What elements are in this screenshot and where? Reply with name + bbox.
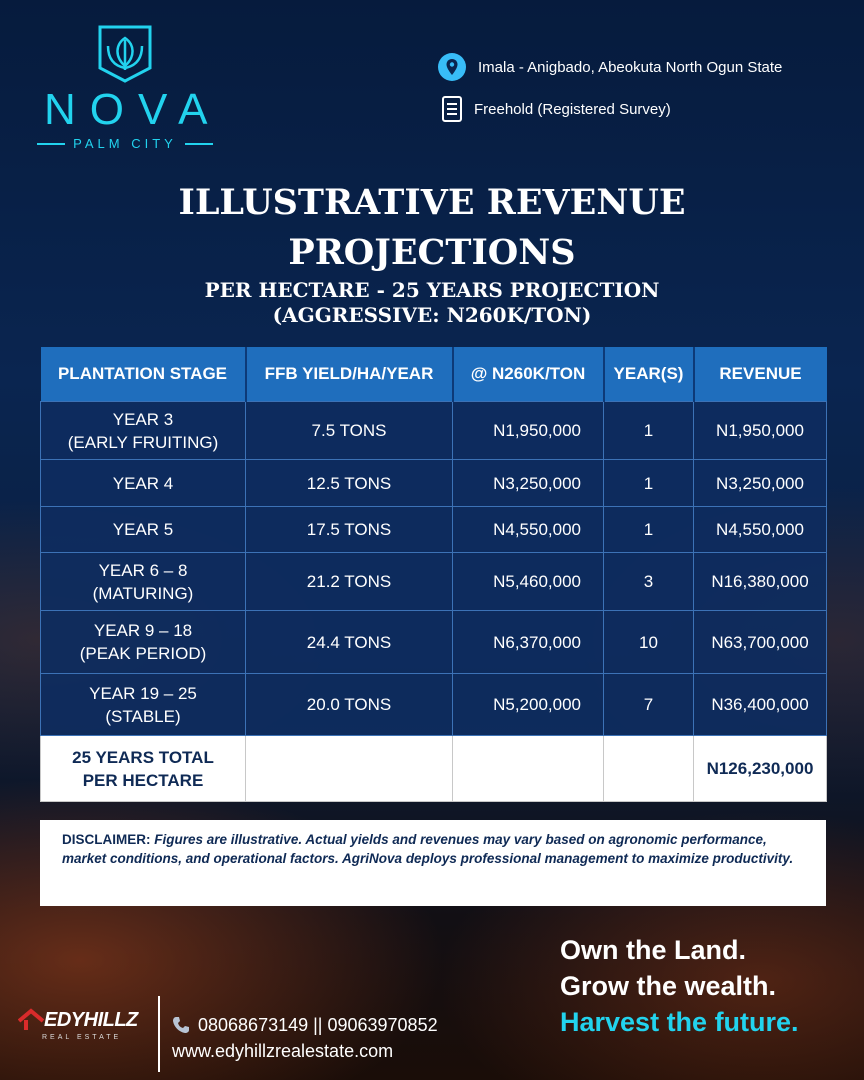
table-row — [41, 402, 827, 460]
yield-cell: 17.5 TONS — [246, 507, 453, 553]
price-cell: N1,950,000 — [453, 402, 604, 460]
revenue-table — [40, 347, 827, 802]
contact-info — [172, 1012, 438, 1064]
property-info — [438, 52, 782, 136]
column-header: @ N260K/TON — [453, 347, 604, 402]
price-cell: N3,250,000 — [453, 460, 604, 507]
phone-icon — [172, 1016, 190, 1034]
house-roof-logo-icon — [18, 1008, 44, 1032]
revenue-cell: N36,400,000 — [694, 674, 827, 736]
footer-divider — [158, 996, 160, 1072]
price-cell: N6,370,000 — [453, 611, 604, 674]
palm-leaf-logo-icon — [97, 24, 153, 84]
column-header: FFB YIELD/HA/YEAR — [246, 347, 453, 402]
years-cell: 10 — [604, 611, 694, 674]
yield-cell: 7.5 TONS — [246, 402, 453, 460]
tagline — [560, 932, 799, 1040]
revenue-cell: N4,550,000 — [694, 507, 827, 553]
location-text: Imala - Anigbado, Abeokuta North Ogun State — [478, 58, 783, 76]
years-cell: 1 — [604, 460, 694, 507]
page-subtitle: PER HECTARE - 25 YEARS PROJECTION (AGGRESSIVE: N260K/TON) — [204, 278, 660, 327]
divider — [185, 143, 213, 145]
table-row — [41, 460, 827, 507]
yield-cell: 24.4 TONS — [246, 611, 453, 674]
column-header: PLANTATION STAGE — [41, 347, 246, 402]
years-cell: 7 — [604, 674, 694, 736]
yield-cell: 12.5 TONS — [246, 460, 453, 507]
company-logo — [18, 1008, 138, 1041]
stage-cell: YEAR 4 — [41, 460, 246, 507]
years-cell: 1 — [604, 507, 694, 553]
disclaimer-box — [40, 820, 826, 906]
total-revenue-cell: N126,230,000 — [694, 736, 827, 802]
page-title: ILLUSTRATIVE REVENUE PROJECTIONS — [178, 182, 686, 273]
document-icon — [442, 96, 462, 122]
revenue-cell: N1,950,000 — [694, 402, 827, 460]
empty-cell — [453, 736, 604, 802]
table-row — [41, 674, 827, 736]
column-header: REVENUE — [694, 347, 827, 402]
disclaimer-text: Figures are illustrative. Actual yields and revenues may vary based on agronomic performance, market conditions, and operational factors. AgriNova deploys professional management to maximize productivity. — [62, 832, 794, 866]
brand-subtitle: PALM CITY — [73, 136, 177, 151]
years-cell: 3 — [604, 553, 694, 611]
table-row — [41, 553, 827, 611]
company-name: EDYHILLZ — [44, 1009, 138, 1031]
revenue-cell: N63,700,000 — [694, 611, 827, 674]
tagline-line-3: Harvest the future. — [560, 1007, 799, 1037]
company-subtitle: REAL ESTATE — [42, 1034, 122, 1041]
tenure-text: Freehold (Registered Survey) — [474, 100, 671, 118]
stage-cell: YEAR 3 (EARLY FRUITING) — [41, 402, 246, 460]
years-cell: 1 — [604, 402, 694, 460]
total-label-cell: 25 YEARS TOTAL PER HECTARE — [41, 736, 246, 802]
price-cell: N5,200,000 — [453, 674, 604, 736]
table-row — [41, 507, 827, 553]
revenue-cell: N16,380,000 — [694, 553, 827, 611]
yield-cell: 20.0 TONS — [246, 674, 453, 736]
tagline-line-1: Own the Land. — [560, 935, 746, 965]
table-row — [41, 611, 827, 674]
stage-cell: YEAR 19 – 25 (STABLE) — [41, 674, 246, 736]
table-header-row — [41, 347, 827, 402]
brand-logo — [30, 24, 220, 151]
website-link[interactable]: www.edyhillzrealestate.com — [172, 1041, 394, 1061]
yield-cell: 21.2 TONS — [246, 553, 453, 611]
price-cell: N4,550,000 — [453, 507, 604, 553]
map-pin-icon — [438, 53, 466, 81]
disclaimer-label: DISCLAIMER: — [62, 832, 151, 847]
divider — [37, 143, 65, 145]
tagline-line-2: Grow the wealth. — [560, 971, 777, 1001]
empty-cell — [604, 736, 694, 802]
revenue-cell: N3,250,000 — [694, 460, 827, 507]
empty-cell — [246, 736, 453, 802]
phone-numbers[interactable]: 08068673149 || 09063970852 — [198, 1015, 438, 1035]
price-cell: N5,460,000 — [453, 553, 604, 611]
stage-cell: YEAR 5 — [41, 507, 246, 553]
stage-cell: YEAR 6 – 8 (MATURING) — [41, 553, 246, 611]
stage-cell: YEAR 9 – 18 (PEAK PERIOD) — [41, 611, 246, 674]
brand-name: NOVA — [44, 85, 222, 134]
total-row — [41, 736, 827, 802]
column-header: YEAR(S) — [604, 347, 694, 402]
